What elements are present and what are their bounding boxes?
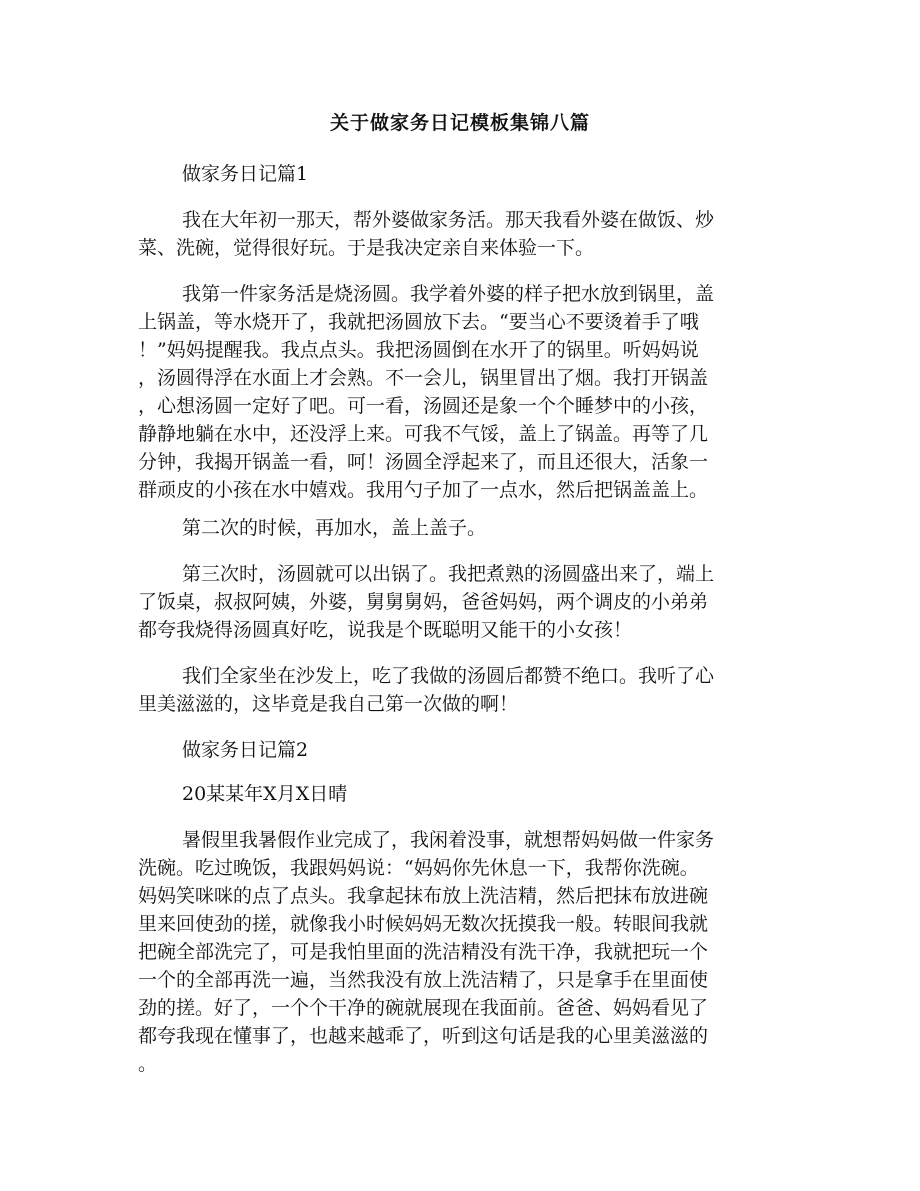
- paragraph-line: 群顽皮的小孩在水中嬉戏。我用勺子加了一点水，然后把锅盖盖上。: [138, 479, 709, 501]
- paragraph-line: ，心想汤圆一定好了吧。可一看，汤圆还是象一个个睡梦中的小孩，: [138, 395, 709, 417]
- paragraph-line: 分钟，我揭开锅盖一看，呵！汤圆全浮起来了，而且还很大，活象一: [138, 451, 709, 473]
- paragraph-line: 菜、洗碗，觉得很好玩。于是我决定亲自来体验一下。: [138, 237, 595, 259]
- paragraph-line: 都夸我烧得汤圆真好吃，说我是个既聪明又能干的小女孩！: [138, 619, 633, 641]
- paragraph-line: 里来回使劲的搓，就像我小时候妈妈无数次抚摸我一般。转眼间我就: [138, 913, 709, 935]
- document-title: 关于做家务日记模板集锦八篇: [329, 112, 590, 134]
- section-heading-2: 做家务日记篇2: [182, 739, 309, 761]
- paragraph-line: 我在大年初一那天，帮外婆做家务活。那天我看外婆在做饭、炒: [182, 209, 715, 231]
- paragraph-line: ，汤圆得浮在水面上才会熟。不一会儿，锅里冒出了烟。我打开锅盖: [138, 367, 709, 389]
- paragraph-line: 把碗全部洗完了，可是我怕里面的洗洁精没有洗干净，我就把玩一个: [138, 941, 709, 963]
- paragraph-line: 第三次时，汤圆就可以出锅了。我把煮熟的汤圆盛出来了，端上: [182, 563, 715, 585]
- paragraph-line: 劲的搓。好了，一个个干净的碗就展现在我面前。爸爸、妈妈看见了: [138, 997, 709, 1019]
- paragraph-line: 我第一件家务活是烧汤圆。我学着外婆的样子把水放到锅里，盖: [182, 283, 715, 305]
- paragraph-line: 第二次的时候，再加水，盖上盖子。: [182, 517, 487, 539]
- paragraph-line: 我们全家坐在沙发上，吃了我做的汤圆后都赞不绝口。我听了心: [182, 665, 715, 687]
- paragraph-line: 静静地躺在水中，还没浮上来。可我不气馁，盖上了锅盖。再等了几: [138, 423, 709, 445]
- paragraph-line: 一个的全部再洗一遍，当然我没有放上洗洁精了，只是拿手在里面使: [138, 969, 709, 991]
- paragraph-line: ！”妈妈提醒我。我点点头。我把汤圆倒在水开了的锅里。听妈妈说: [138, 339, 699, 361]
- paragraph-line: 上锅盖，等水烧开了，我就把汤圆放下去。“要当心不要烫着手了哦: [138, 311, 699, 333]
- paragraph-line: 里美滋滋的，这毕竟是我自己第一次做的啊！: [138, 693, 519, 715]
- paragraph-line: 都夸我现在懂事了，也越来越乖了，听到这句话是我的心里美滋滋的: [138, 1025, 709, 1047]
- section-heading-1: 做家务日记篇1: [182, 163, 309, 185]
- date-line: 20某某年X月X日晴: [182, 783, 348, 805]
- paragraph-line: 暑假里我暑假作业完成了，我闲着没事，就想帮妈妈做一件家务: [182, 829, 715, 851]
- paragraph-line: 妈妈笑咪咪的点了点头。我拿起抹布放上洗洁精，然后把抹布放进碗: [138, 885, 709, 907]
- paragraph-line: 。: [138, 1053, 158, 1075]
- paragraph-line: 了饭桌，叔叔阿姨，外婆，舅舅舅妈，爸爸妈妈，两个调皮的小弟弟: [138, 591, 709, 613]
- paragraph-line: 洗碗。吃过晚饭，我跟妈妈说：“妈妈你先休息一下，我帮你洗碗。: [138, 857, 699, 879]
